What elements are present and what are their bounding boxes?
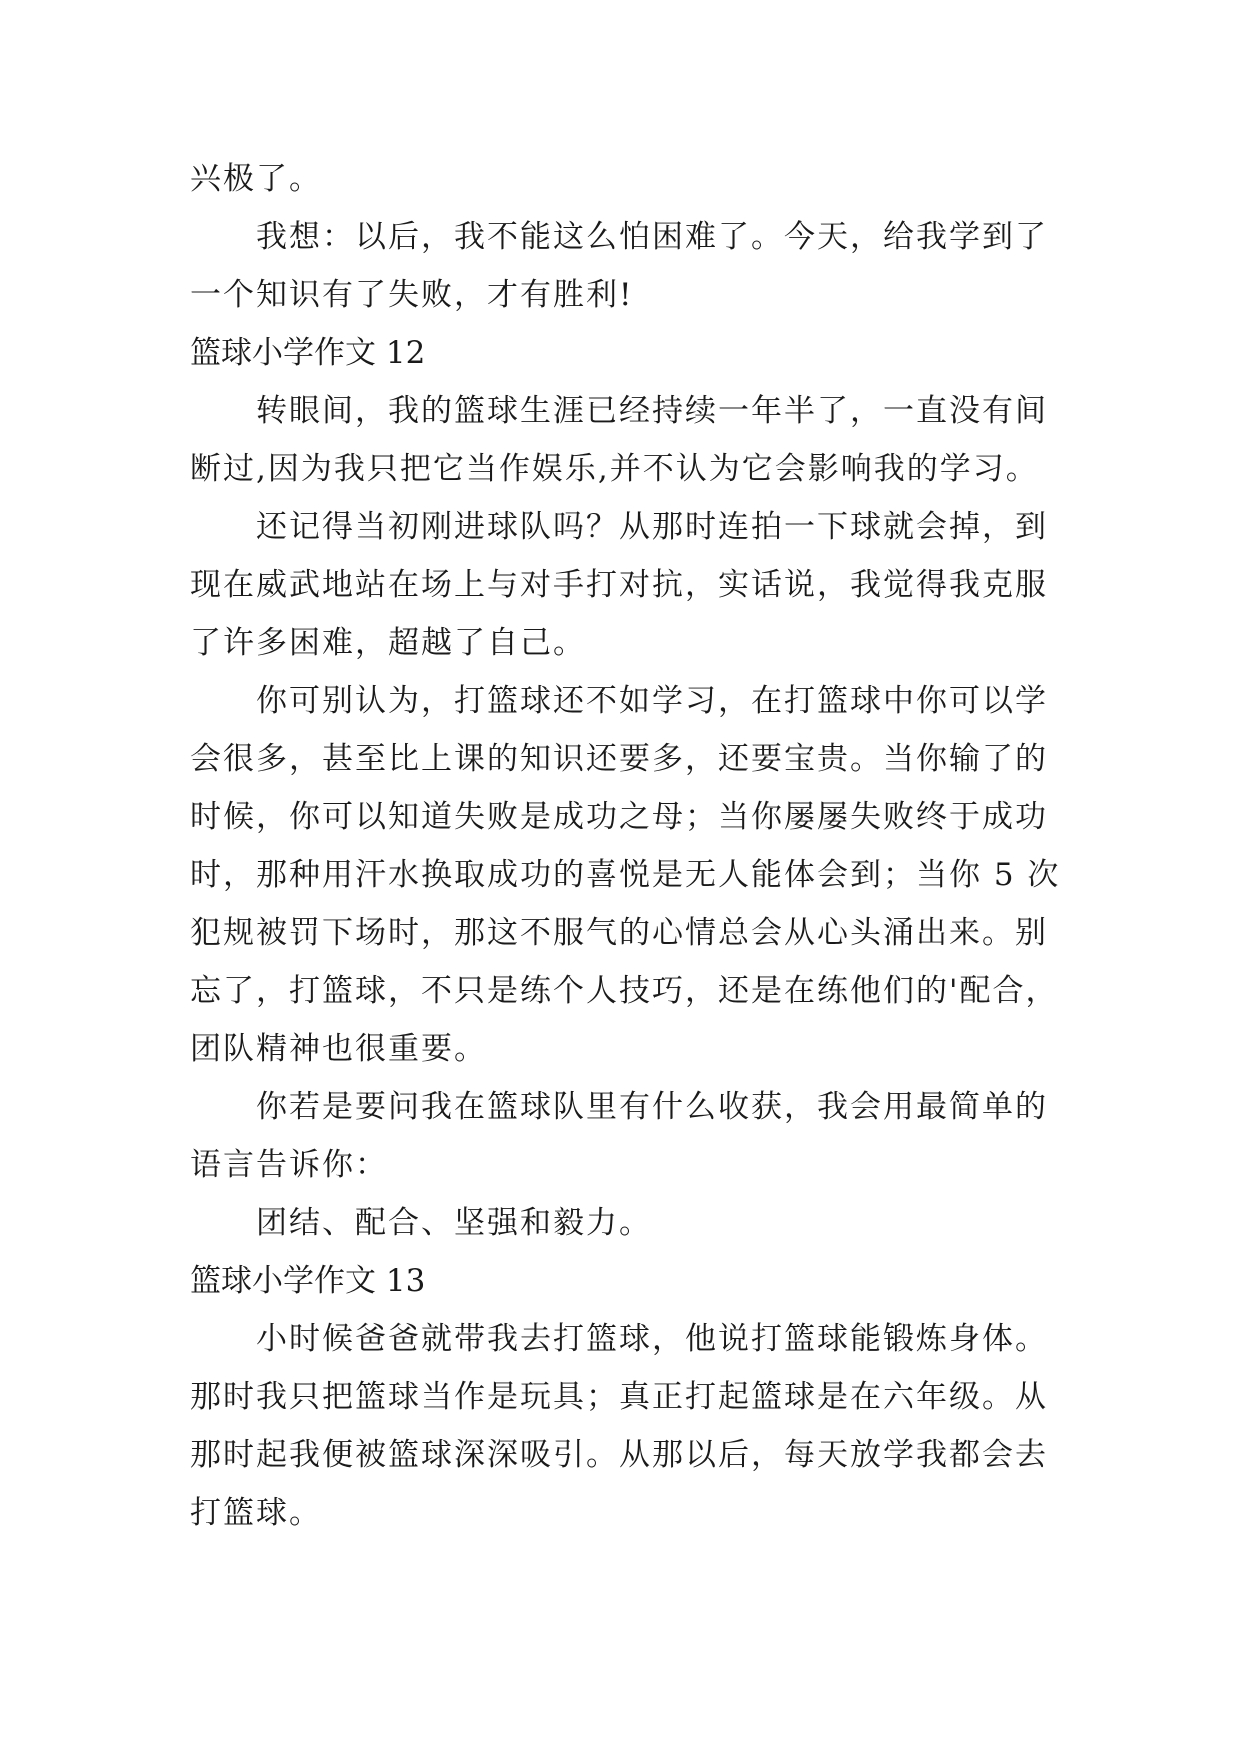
paragraph bbox=[190, 498, 1056, 672]
paragraph-line: 会很多，甚至比上课的知识还要多，还要宝贵。当你输了的 bbox=[190, 741, 1048, 777]
paragraph-line: 忘了，打篮球，不只是练个人技巧，还是在练他们的'配合， bbox=[190, 973, 1059, 1009]
paragraph-line: 转眼间，我的篮球生涯已经持续一年半了，一直没有间 bbox=[256, 393, 1048, 429]
section-heading-text: 篮球小学作文 13 bbox=[190, 1263, 426, 1299]
paragraph-line: 了许多困难，超越了自己。 bbox=[190, 625, 586, 661]
paragraph bbox=[190, 382, 1056, 498]
paragraph-line: 兴极了。 bbox=[190, 161, 322, 197]
paragraph-line: 团队精神也很重要。 bbox=[190, 1031, 487, 1067]
section-heading bbox=[190, 324, 1056, 382]
paragraph-line: 你若是要问我在篮球队里有什么收获，我会用最简单的 bbox=[256, 1089, 1048, 1125]
paragraph bbox=[190, 150, 1056, 208]
paragraph bbox=[190, 1310, 1056, 1542]
paragraph-line: 小时候爸爸就带我去打篮球，他说打篮球能锻炼身体。 bbox=[256, 1321, 1048, 1357]
paragraph-line: 你可别认为，打篮球还不如学习，在打篮球中你可以学 bbox=[256, 683, 1048, 719]
paragraph-line: 犯规被罚下场时，那这不服气的心情总会从心头涌出来。别 bbox=[190, 915, 1048, 951]
section-heading-text: 篮球小学作文 12 bbox=[190, 335, 426, 371]
paragraph-line: 打篮球。 bbox=[190, 1495, 322, 1531]
paragraph bbox=[190, 1194, 1056, 1252]
paragraph-line: 那时起我便被篮球深深吸引。从那以后，每天放学我都会去 bbox=[190, 1437, 1048, 1473]
paragraph-line: 那时我只把篮球当作是玩具；真正打起篮球是在六年级。从 bbox=[190, 1379, 1048, 1415]
paragraph bbox=[190, 1078, 1056, 1194]
section-heading bbox=[190, 1252, 1056, 1310]
paragraph-line: 断过,因为我只把它当作娱乐,并不认为它会影响我的学习。 bbox=[190, 451, 1039, 487]
paragraph-line: 还记得当初刚进球队吗？从那时连拍一下球就会掉，到 bbox=[256, 509, 1048, 545]
paragraph-line: 现在威武地站在场上与对手打对抗，实话说，我觉得我克服 bbox=[190, 567, 1048, 603]
document-body bbox=[190, 150, 1061, 1542]
paragraph-line: 我想：以后，我不能这么怕困难了。今天，给我学到了 bbox=[256, 219, 1048, 255]
paragraph-line: 时，那种用汗水换取成功的喜悦是无人能体会到；当你 5 次 bbox=[190, 857, 1061, 893]
paragraph-line: 语言告诉你： bbox=[190, 1147, 388, 1183]
paragraph bbox=[190, 208, 1056, 324]
paragraph-line: 一个知识有了失败，才有胜利! bbox=[190, 277, 634, 313]
paragraph-line: 团结、配合、坚强和毅力。 bbox=[256, 1205, 652, 1241]
paragraph-line: 时候，你可以知道失败是成功之母；当你屡屡失败终于成功 bbox=[190, 799, 1048, 835]
paragraph bbox=[190, 672, 1061, 1078]
